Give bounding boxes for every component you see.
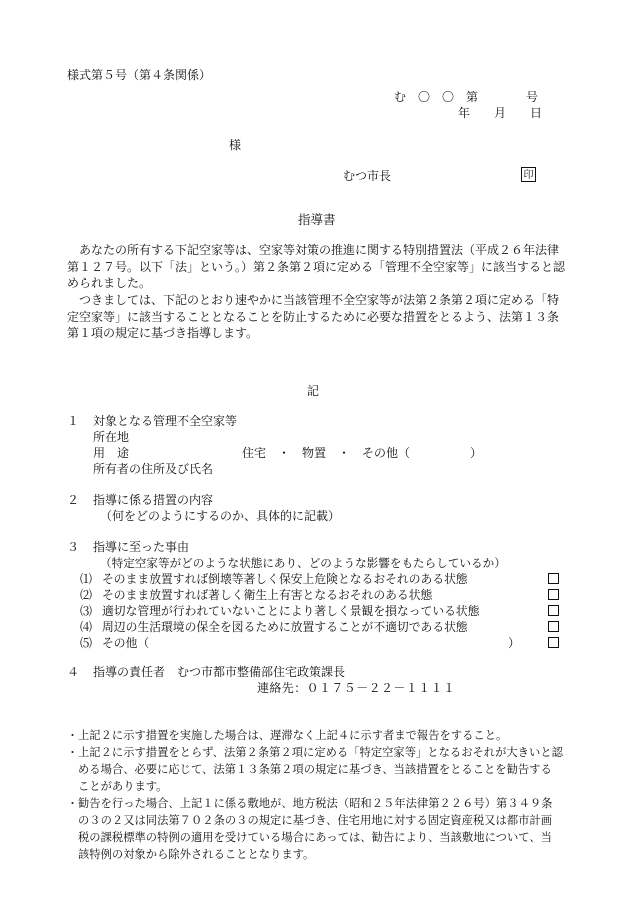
reason-item-number: ⑴ xyxy=(80,572,93,586)
section2-number: ２ xyxy=(67,493,80,507)
reason-item-text: そのまま放置すれば著しく衛生上有害となるおそれのある状態 xyxy=(102,588,433,602)
location-label: 所在地 xyxy=(93,430,130,444)
note-bullet: ・ xyxy=(67,797,78,810)
use-options: 住宅 ・ 物置 ・ その他（ ） xyxy=(242,446,483,460)
section1-title: 対象となる管理不全空家等 xyxy=(93,414,238,428)
reason-item-number: ⑸ xyxy=(80,636,93,650)
note-1: 上記２に示す措置を実施した場合は、遅滞なく上記４に示す者まで報告をすること。 xyxy=(78,729,508,742)
contact-info: 連絡先：０１７５－２２－１１１１ xyxy=(257,681,456,695)
recipient-suffix: 様 xyxy=(229,138,242,152)
body-paragraph-2: つきましては、下記のとおり速やかに当該管理不全空家等が法第２条第２項に定める「特定空家等」に該当することとなることを防止するために必要な措置をとるよう、法第１３条第１項の規定に基づき指導します。 xyxy=(67,293,560,340)
section2-title: 指導に係る措置の内容 xyxy=(93,493,214,507)
note-2: 上記２に示す措置をとらず、法第２条第２項に定める「特定空家等」となるおそれが大きいと認める場合、必要に応じて、法第１３条第２項の規定に基づき、当該措置をとることを勧告することがあります。 xyxy=(78,746,563,793)
note-3: 勧告を行った場合、上記１に係る敷地が、地方税法（昭和２５年法律第２２６号）第３４９条の３の２又は同法第７０２条の３の規定に基づき、住宅用地に対する固定資産税又は都市計画税の課税標準の特例の適用を受けている場合にあっては、勧告により、当該敷地について、当該特例の対象から除外されることとなります。 xyxy=(78,797,553,861)
document-title: 指導書 xyxy=(298,212,336,227)
use-label: 用 途 xyxy=(93,446,130,460)
reason-checkbox-1[interactable] xyxy=(548,573,559,584)
issue-date: 年 月 日 xyxy=(458,106,543,120)
section3-number: ３ xyxy=(67,540,80,554)
reason-checkbox-5[interactable] xyxy=(548,637,559,648)
owner-label: 所有者の住所及び氏名 xyxy=(93,462,214,476)
reason-item-number: ⑷ xyxy=(80,620,93,634)
section4-title: 指導の責任者 むつ市都市整備部住宅政策課長 xyxy=(93,665,346,679)
section4-number: ４ xyxy=(67,665,80,679)
section3-title: 指導に至った事由 xyxy=(93,540,190,554)
seal-mark: 印 xyxy=(521,167,536,182)
section1-number: １ xyxy=(67,414,80,428)
reason-checkbox-4[interactable] xyxy=(548,621,559,632)
issuer-name: むつ市長 xyxy=(343,169,392,183)
body-paragraph-1: あなたの所有する下記空家等は、空家等対策の推進に関する特別措置法（平成２６年法律第１２７号。以下「法」という。）第２条第２項に定める「管理不全空家等」に該当すると認められました。 xyxy=(67,243,566,290)
section2-note: （何をどのようにするのか、具体的に記載） xyxy=(100,509,341,523)
form-number: 様式第５号（第４条関係） xyxy=(67,68,212,82)
section3-note: （特定空家等がどのような状態にあり、どのような影響をもたらしているか） xyxy=(100,556,506,570)
reason-item-text: その他（ xyxy=(102,636,150,650)
note-bullet: ・ xyxy=(67,729,78,742)
reason-item-number: ⑵ xyxy=(80,588,93,602)
reason-item-number: ⑶ xyxy=(80,604,93,618)
note-bullet: ・ xyxy=(67,746,78,759)
reason-item-text: 周辺の生活環境の保全を図るために放置することが不適切である状態 xyxy=(102,620,468,634)
reason-item-text: そのまま放置すれば倒壊等著しく保安上危険となるおそれのある状態 xyxy=(102,572,468,586)
ki-heading: 記 xyxy=(307,384,320,398)
reason-checkbox-3[interactable] xyxy=(548,605,559,616)
document-number: む 〇 〇 第 号 xyxy=(394,90,539,104)
reason-other-close: ） xyxy=(508,636,521,650)
reason-checkbox-2[interactable] xyxy=(548,589,559,600)
reason-item-text: 適切な管理が行われていないことにより著しく景観を損なっている状態 xyxy=(102,604,480,618)
